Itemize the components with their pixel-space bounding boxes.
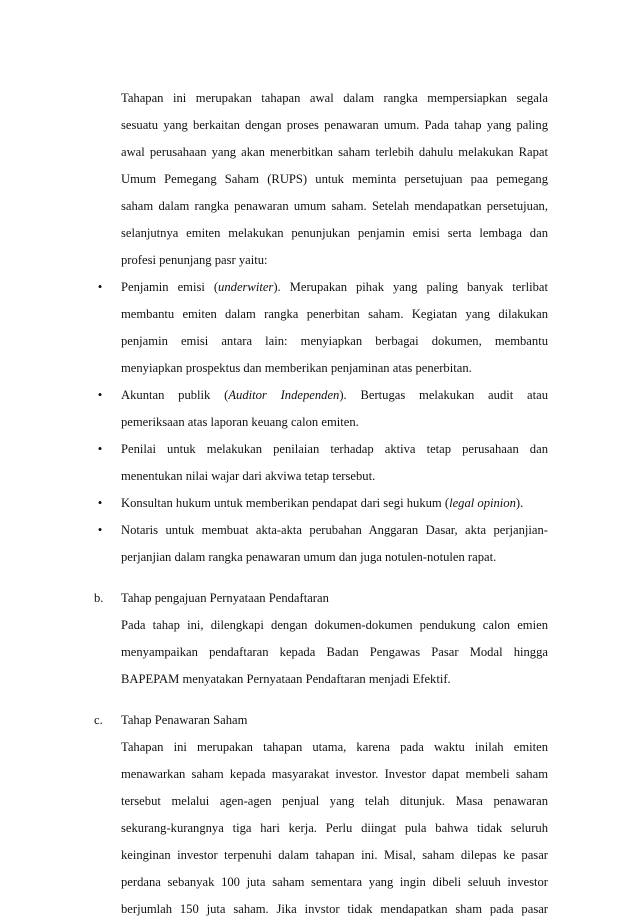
bullet-line: pemeriksaan atas laporan keuang calon emiten. <box>121 415 359 429</box>
section-line: menawarkan saham kepada masyarakat investor. Investor dapat membeli saham <box>121 767 548 781</box>
intro-line: awal perusahaan yang akan menerbitkan saham terlebih dahulu melakukan Rapat <box>121 145 548 159</box>
section-marker: b. <box>94 591 104 605</box>
bullet-icon: • <box>97 279 103 294</box>
section-heading: Tahap pengajuan Pernyataan Pendaftaran <box>121 591 329 605</box>
section-marker: c. <box>94 713 103 727</box>
intro-line: profesi penunjang pasr yaitu: <box>121 253 268 267</box>
bullet-icon: • <box>97 441 103 456</box>
intro-line: Umum Pemegang Saham (RUPS) untuk meminta persetujuan paa pemegang <box>121 172 548 186</box>
bullet-icon: • <box>97 495 103 510</box>
intro-line: Tahapan ini merupakan tahapan awal dalam rangka mempersiapkan segala <box>121 91 548 105</box>
bullet-line: membantu emiten dalam rangka penerbitan saham. Kegiatan yang dilakukan <box>121 307 548 321</box>
section-heading: Tahap Penawaran Saham <box>121 713 248 727</box>
section-line: Pada tahap ini, dilengkapi dengan dokumen-dokumen pendukung calon emien <box>121 618 548 632</box>
bullet-line: Akuntan publik (Auditor Independen). Bertugas melakukan audit atau <box>121 388 548 402</box>
bullet-line: menentukan nilai wajar dari akviwa tetap tersebut. <box>121 469 376 483</box>
bullet-icon: • <box>97 522 103 537</box>
section-line: perdana sebanyak 100 juta saham sementara yang ingin dibeli seluuh investor <box>121 875 548 889</box>
bullet-line: penjamin emisi antara lain: menyiapkan berbagai dokumen, membantu <box>121 334 548 348</box>
section-line: keinginan investor terpenuhi dalam tahapan ini. Misal, saham dilepas ke pasar <box>121 848 548 862</box>
section-line: tersebut melalui agen-agen penjual yang telah ditunjuk. Masa penawaran <box>121 794 548 808</box>
intro-line: saham dalam rangka penawaran umum saham. Setelah mendapatkan persetujuan, <box>121 199 548 213</box>
bullet-icon: • <box>97 387 103 402</box>
bullet-line: Notaris untuk membuat akta-akta perubahan Anggaran Dasar, akta perjanjian- <box>121 523 548 537</box>
bullet-line: perjanjian dalam rangka penawaran umum dan juga notulen-notulen rapat. <box>121 550 497 564</box>
bullet-line: Penilai untuk melakukan penilaian terhadap aktiva tetap perusahaan dan <box>121 442 548 456</box>
intro-line: sesuatu yang berkaitan dengan proses penawaran umum. Pada tahap yang paling <box>121 118 548 132</box>
bullet-line: menyiapkan prospektus dan memberikan penjaminan atas penerbitan. <box>121 361 472 375</box>
bullet-line: Konsultan hukum untuk memberikan pendapat dari segi hukum (legal opinion). <box>121 496 524 510</box>
intro-line: selanjutnya emiten melakukan penunjukan penjamin emisi serta lembaga dan <box>121 226 548 240</box>
section-line: berjumlah 150 juta saham. Jika invstor tidak mendapatkan sham pada pasar <box>121 902 548 916</box>
section-line: sekurang-kurangnya tiga hari kerja. Perlu diingat pula bahwa tidak seluruh <box>121 821 548 835</box>
bullet-line: Penjamin emisi (underwiter). Merupakan pihak yang paling banyak terlibat <box>121 280 548 294</box>
section-line: BAPEPAM menyatakan Pernyataan Pendaftaran menjadi Efektif. <box>121 672 451 686</box>
section-line: menyampaikan pendaftaran kepada Badan Pengawas Pasar Modal hingga <box>121 645 548 659</box>
section-line: Tahapan ini merupakan tahapan utama, karena pada waktu inilah emiten <box>121 740 548 754</box>
